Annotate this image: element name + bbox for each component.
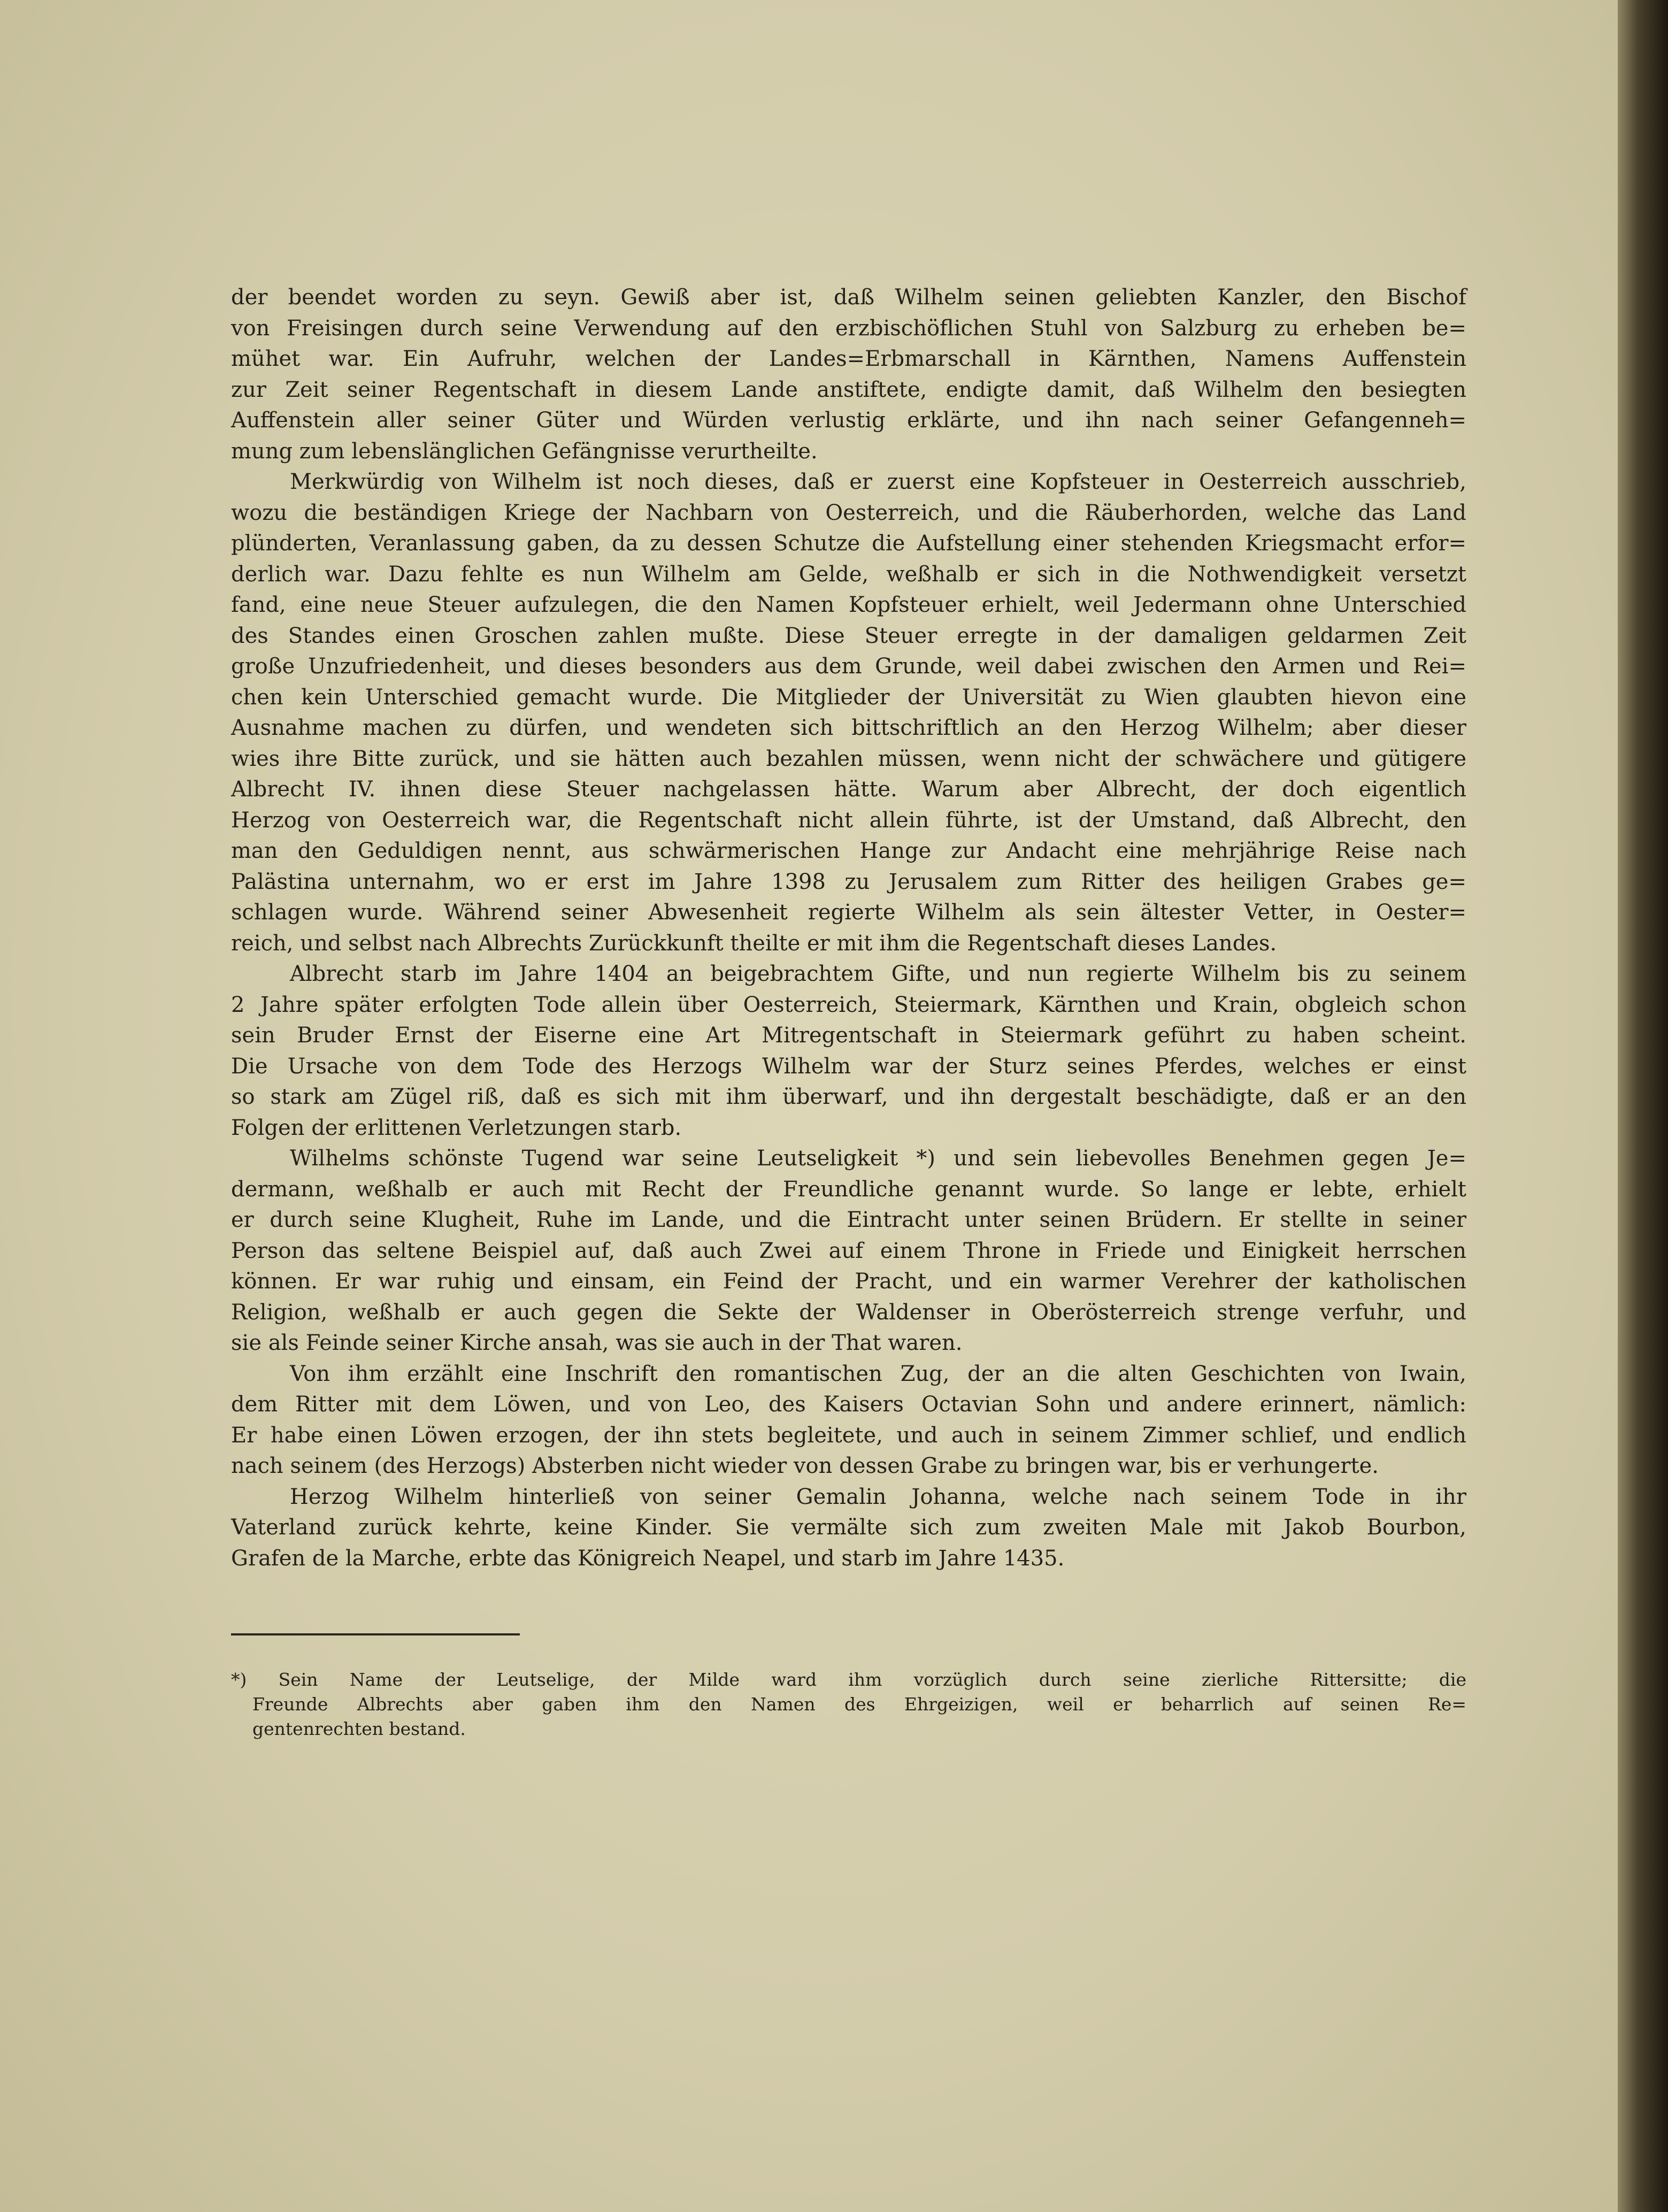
- text-line: mühet war. Ein Aufruhr, welchen der Landes=Erbmarschall in Kärnthen, Namens Auffenstein: [231, 347, 1466, 371]
- text-line: wies ihre Bitte zurück, und sie hätten auch bezahlen müssen, wenn nicht der schwächere und gütigere: [231, 746, 1466, 771]
- footnote-line: gentenrechten bestand.: [252, 1718, 466, 1739]
- text-line: plünderten, Veranlassung gaben, da zu dessen Schutze die Aufstellung einer stehenden Kriegsmacht erfor=: [231, 531, 1466, 556]
- text-line: Albrecht IV. ihnen diese Steuer nachgelassen hätte. Warum aber Albrecht, der doch eigentlich: [231, 777, 1466, 802]
- text-line: können. Er war ruhig und einsam, ein Feind der Pracht, und ein warmer Verehrer der katholischen: [231, 1269, 1466, 1294]
- text-line: Vaterland zurück kehrte, keine Kinder. Sie vermälte sich zum zweiten Male mit Jakob Bourbon,: [231, 1515, 1466, 1540]
- text-line: nach seinem (des Herzogs) Absterben nicht wieder von dessen Grabe zu bringen war, bis er verhungerte.: [231, 1454, 1379, 1478]
- text-line: des Standes einen Groschen zahlen mußte. Diese Steuer erregte in der damaligen geldarmen Zeit: [231, 623, 1466, 648]
- text-line: schlagen wurde. Während seiner Abwesenheit regierte Wilhelm als sein ältester Vetter, in Oester=: [231, 900, 1466, 925]
- text-line: Religion, weßhalb er auch gegen die Sekte der Waldenser in Oberösterreich strenge verfuhr, und: [231, 1300, 1466, 1325]
- text-line: Die Ursache von dem Tode des Herzogs Wilhelm war der Sturz seines Pferdes, welches er einst: [231, 1054, 1466, 1079]
- text-line: 2 Jahre später erfolgten Tode allein über Oesterreich, Steiermark, Kärnthen und Krain, obgleich schon: [231, 992, 1466, 1017]
- text-line: Merkwürdig von Wilhelm ist noch dieses, daß er zuerst eine Kopfsteuer in Oesterreich ausschrieb,: [290, 470, 1466, 494]
- text-line: Auffenstein aller seiner Güter und Würden verlustig erklärte, und ihn nach seiner Gefangenneh=: [231, 408, 1466, 433]
- text-line: reich, und selbst nach Albrechts Zurückkunft theilte er mit ihm die Regentschaft dieses Landes.: [231, 931, 1277, 956]
- text-line: wozu die beständigen Kriege der Nachbarn von Oesterreich, und die Räuberhorden, welche das Land: [231, 500, 1466, 525]
- text-line: mung zum lebenslänglichen Gefängnisse verurtheilte.: [231, 439, 818, 464]
- text-line: Palästina unternahm, wo er erst im Jahre 1398 zu Jerusalem zum Ritter des heiligen Grabes ge=: [231, 869, 1466, 894]
- footnote: [231, 1668, 1466, 1741]
- text-line: von Freisingen durch seine Verwendung auf den erzbischöflichen Stuhl von Salzburg zu erheben be=: [231, 316, 1466, 341]
- main-text: [231, 282, 1466, 1574]
- page-binding-edge: [1618, 0, 1668, 2212]
- text-line: er durch seine Klugheit, Ruhe im Lande, und die Eintracht unter seinen Brüdern. Er stellte in seiner: [231, 1208, 1466, 1232]
- text-line: Er habe einen Löwen erzogen, der ihn stets begleitete, und auch in seinem Zimmer schlief, und endlich: [231, 1423, 1466, 1448]
- text-line: Folgen der erlittenen Verletzungen starb.: [231, 1115, 682, 1140]
- text-line: Wilhelms schönste Tugend war seine Leutseligkeit *) und sein liebevolles Benehmen gegen Je=: [290, 1146, 1466, 1171]
- footnote-line: Freunde Albrechts aber gaben ihm den Namen des Ehrgeizigen, weil er beharrlich auf seinen Re=: [252, 1694, 1466, 1715]
- text-line: Herzog Wilhelm hinterließ von seiner Gemalin Johanna, welche nach seinem Tode in ihr: [290, 1484, 1466, 1509]
- text-line: dem Ritter mit dem Löwen, und von Leo, des Kaisers Octavian Sohn und andere erinnert, nämlich:: [231, 1392, 1466, 1417]
- text-line: chen kein Unterschied gemacht wurde. Die Mitglieder der Universität zu Wien glaubten hievon eine: [231, 685, 1466, 710]
- text-line: Albrecht starb im Jahre 1404 an beigebrachtem Gifte, und nun regierte Wilhelm bis zu seinem: [290, 962, 1466, 986]
- text-line: dermann, weßhalb er auch mit Recht der Freundliche genannt wurde. So lange er lebte, erhielt: [231, 1177, 1466, 1202]
- text-line: fand, eine neue Steuer aufzulegen, die den Namen Kopfsteuer erhielt, weil Jedermann ohne Unterschied: [231, 593, 1466, 617]
- text-line: so stark am Zügel riß, daß es sich mit ihm überwarf, und ihn dergestalt beschädigte, daß er an den: [231, 1085, 1466, 1109]
- text-line: große Unzufriedenheit, und dieses besonders aus dem Grunde, weil dabei zwischen den Armen und Rei=: [231, 654, 1466, 679]
- text-line: sie als Feinde seiner Kirche ansah, was sie auch in der That waren.: [231, 1331, 963, 1355]
- text-line: derlich war. Dazu fehlte es nun Wilhelm am Gelde, weßhalb er sich in die Nothwendigkeit versetzt: [231, 562, 1466, 587]
- text-line: zur Zeit seiner Regentschaft in diesem Lande anstiftete, endigte damit, daß Wilhelm den besiegten: [231, 377, 1466, 402]
- text-line: Von ihm erzählt eine Inschrift den romantischen Zug, der an die alten Geschichten von Iwain,: [290, 1361, 1466, 1386]
- footnote-divider: [231, 1633, 520, 1635]
- footnote-line: *) Sein Name der Leutselige, der Milde ward ihm vorzüglich durch seine zierliche Rittersitte; die: [231, 1669, 1466, 1690]
- text-line: Person das seltene Beispiel auf, daß auch Zwei auf einem Throne in Friede und Einigkeit herrschen: [231, 1238, 1466, 1263]
- text-line: man den Geduldigen nennt, aus schwärmerischen Hange zur Andacht eine mehrjährige Reise nach: [231, 839, 1466, 863]
- text-line: sein Bruder Ernst der Eiserne eine Art Mitregentschaft in Steiermark geführt zu haben scheint.: [231, 1023, 1466, 1048]
- text-line: Herzog von Oesterreich war, die Regentschaft nicht allein führte, ist der Umstand, daß Albrecht, den: [231, 808, 1466, 833]
- text-line: Grafen de la Marche, erbte das Königreich Neapel, und starb im Jahre 1435.: [231, 1546, 1065, 1571]
- text-line: der beendet worden zu seyn. Gewiß aber ist, daß Wilhelm seinen geliebten Kanzler, den Bischof: [231, 285, 1466, 310]
- text-line: Ausnahme machen zu dürfen, und wendeten sich bittschriftlich an den Herzog Wilhelm; aber dieser: [231, 716, 1466, 740]
